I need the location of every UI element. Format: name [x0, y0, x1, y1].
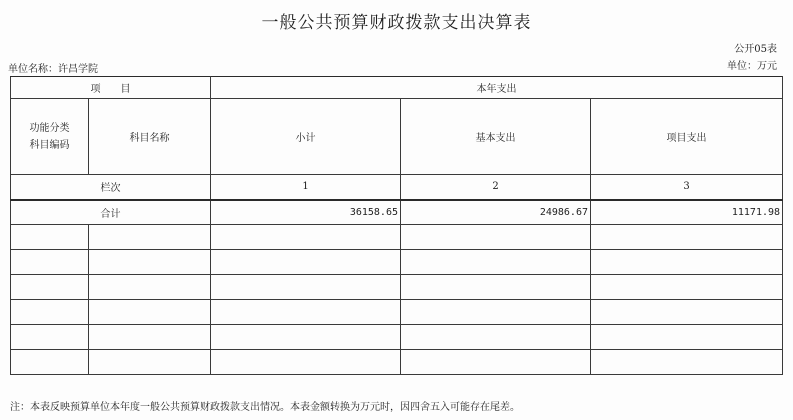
- column-number-label: 栏次: [11, 175, 211, 200]
- cell: [89, 275, 211, 300]
- cell: [591, 300, 783, 325]
- cell: [211, 250, 401, 275]
- header-func-code-line2: 科目编码: [29, 139, 70, 151]
- total-subtotal: 36158.65: [211, 200, 401, 225]
- cell: [89, 250, 211, 275]
- table-row: [11, 250, 783, 275]
- cell: [401, 350, 591, 375]
- header-func-code-line1: 功能分类: [29, 122, 70, 134]
- table-row: [11, 325, 783, 350]
- header-project: 项目支出: [591, 99, 783, 175]
- cell: [591, 250, 783, 275]
- header-row-2: [11, 99, 783, 175]
- cell: [211, 275, 401, 300]
- header-subtotal: 小计: [211, 99, 401, 175]
- header-row-1: [11, 77, 783, 99]
- cell: [591, 225, 783, 250]
- column-number-1: 1: [211, 175, 401, 200]
- unit-name: 单位名称：许昌学院: [8, 64, 98, 75]
- cell: [89, 225, 211, 250]
- header-func-code: [11, 99, 89, 175]
- total-row: [11, 200, 783, 225]
- currency-unit: 单位：万元: [727, 61, 777, 72]
- header-subject-name: 科目名称: [89, 99, 211, 175]
- cell: [11, 350, 89, 375]
- cell: [401, 275, 591, 300]
- cell: [89, 325, 211, 350]
- total-project: 11171.98: [591, 200, 783, 225]
- cell: [401, 225, 591, 250]
- total-basic: 24986.67: [401, 200, 591, 225]
- expenditure-table: [10, 76, 783, 375]
- cell: [11, 300, 89, 325]
- header-item: 项 目: [11, 77, 211, 99]
- cell: [89, 300, 211, 325]
- cell: [401, 325, 591, 350]
- column-number-2: 2: [401, 175, 591, 200]
- cell: [11, 225, 89, 250]
- cell: [211, 350, 401, 375]
- header-current-year: 本年支出: [211, 77, 783, 99]
- footnote: 注：本表反映预算单位本年度一般公共预算财政拨款支出情况。本表金额转换为万元时，因四舍五入可能存在尾差。: [10, 402, 520, 413]
- cell: [11, 325, 89, 350]
- header-basic: 基本支出: [401, 99, 591, 175]
- cell: [591, 350, 783, 375]
- form-number: 公开05表: [734, 44, 777, 55]
- cell: [211, 300, 401, 325]
- cell: [591, 325, 783, 350]
- cell: [89, 350, 211, 375]
- cell: [401, 300, 591, 325]
- table-row: [11, 225, 783, 250]
- column-number-3: 3: [591, 175, 783, 200]
- cell: [211, 225, 401, 250]
- page-title: 一般公共预算财政拨款支出决算表: [261, 13, 532, 33]
- table-row: [11, 300, 783, 325]
- table-row: [11, 350, 783, 375]
- total-label: 合计: [11, 200, 211, 225]
- column-number-row: [11, 175, 783, 200]
- cell: [591, 275, 783, 300]
- cell: [401, 250, 591, 275]
- cell: [11, 275, 89, 300]
- cell: [211, 325, 401, 350]
- cell: [11, 250, 89, 275]
- table-row: [11, 275, 783, 300]
